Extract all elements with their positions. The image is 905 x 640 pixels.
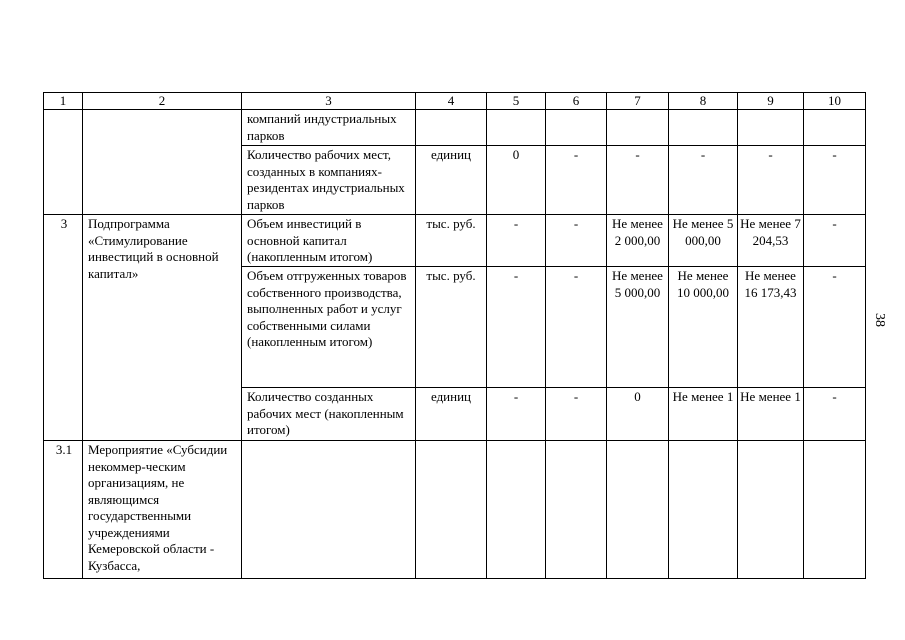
value-cell: - [487,215,546,267]
value-cell: - [546,146,607,215]
indicator-cell: Объем отгруженных товаров собственного производства, выполненных работ и услуг собственными силами (накопленным итогом) [242,267,416,388]
program-cell: Мероприятие «Субсидии некоммер-ческим организациям, не являющимся государственными учреждениями Кемеровской области - Кузбасса, [83,441,242,579]
value-cell: - [804,388,866,441]
header-cell: 7 [607,93,669,110]
value-cell [669,110,738,146]
value-cell: - [607,146,669,215]
value-cell: Не менее 7 204,53 [738,215,804,267]
header-cell: 6 [546,93,607,110]
header-cell: 4 [416,93,487,110]
value-cell [804,441,866,579]
value-cell: - [804,215,866,267]
value-cell: Не менее 5 000,00 [607,267,669,388]
value-cell: Не менее 2 000,00 [607,215,669,267]
value-cell: - [546,215,607,267]
value-cell [487,110,546,146]
unit-cell [416,110,487,146]
indicator-cell: Количество созданных рабочих мест (накопленным итогом) [242,388,416,441]
header-cell: 5 [487,93,546,110]
value-cell: - [804,267,866,388]
value-cell [669,441,738,579]
indicator-cell: Количество рабочих мест, созданных в компаниях-резидентах индустриальных парков [242,146,416,215]
value-cell: - [804,146,866,215]
value-cell [546,441,607,579]
unit-cell [416,441,487,579]
indicator-cell: компаний индустриальных парков [242,110,416,146]
value-cell: Не менее 16 173,43 [738,267,804,388]
indicator-cell [242,441,416,579]
value-cell: Не менее 1 [669,388,738,441]
value-cell: - [546,267,607,388]
indicator-cell: Объем инвестиций в основной капитал (накопленным итогом) [242,215,416,267]
value-cell: - [738,146,804,215]
value-cell: 0 [607,388,669,441]
number-cell: 3.1 [44,441,83,579]
header-cell: 3 [242,93,416,110]
value-cell: - [669,146,738,215]
page-number: 38 [872,313,887,327]
unit-cell: тыс. руб. [416,267,487,388]
program-cell: Подпрограмма «Стимулирование инвестиций в основной капитал» [83,215,242,441]
unit-cell: единиц [416,146,487,215]
value-cell: - [546,388,607,441]
indicators-table [43,92,866,579]
table-row [44,441,866,579]
value-cell: - [487,267,546,388]
value-cell: Не менее 5 000,00 [669,215,738,267]
header-cell: 9 [738,93,804,110]
value-cell [738,441,804,579]
number-cell [44,110,83,215]
header-cell: 1 [44,93,83,110]
number-cell: 3 [44,215,83,441]
table-row [44,215,866,267]
value-cell: 0 [487,146,546,215]
value-cell [607,441,669,579]
program-cell [83,110,242,215]
value-cell: - [487,388,546,441]
value-cell [607,110,669,146]
value-cell [738,110,804,146]
value-cell: Не менее 1 [738,388,804,441]
header-cell: 2 [83,93,242,110]
header-cell: 10 [804,93,866,110]
value-cell [804,110,866,146]
unit-cell: единиц [416,388,487,441]
header-row [44,93,866,110]
value-cell [487,441,546,579]
unit-cell: тыс. руб. [416,215,487,267]
table-row [44,110,866,146]
header-cell: 8 [669,93,738,110]
value-cell [546,110,607,146]
value-cell: Не менее 10 000,00 [669,267,738,388]
